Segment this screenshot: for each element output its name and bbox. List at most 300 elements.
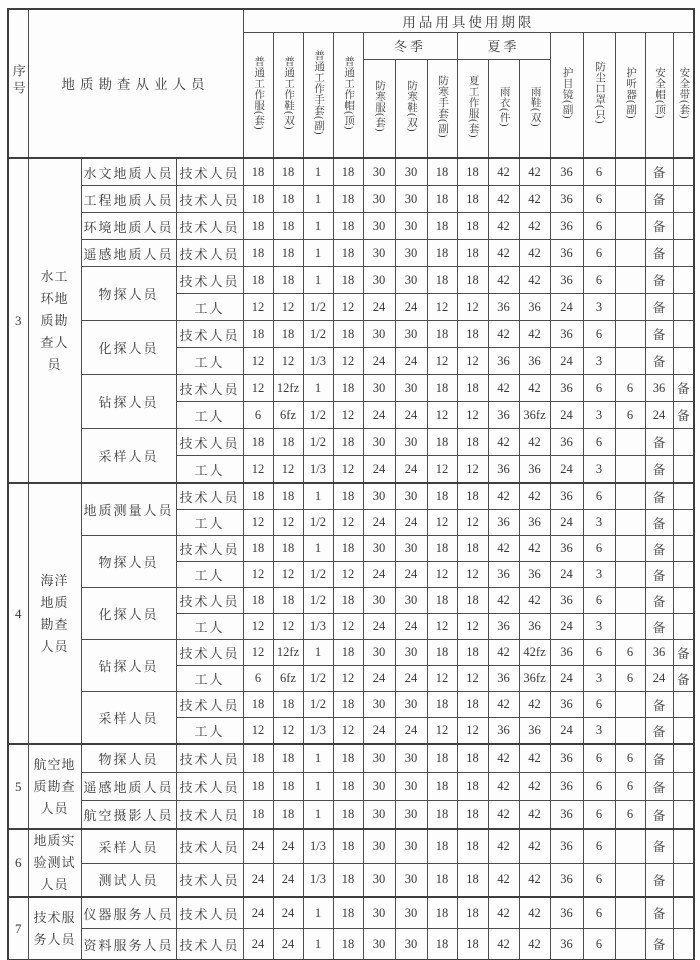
value-cell: 18: [457, 536, 488, 562]
table-row: [8, 213, 694, 240]
value-cell: 24: [550, 402, 583, 429]
value-cell: 42: [519, 929, 550, 960]
value-cell: 18: [333, 692, 363, 718]
value-cell: 36: [550, 829, 583, 863]
value-cell: 18: [333, 829, 363, 863]
value-cell: 3: [583, 456, 615, 484]
value-cell: 36: [488, 348, 519, 375]
value-cell: [673, 158, 694, 186]
value-cell: [673, 801, 694, 830]
table-row: [8, 321, 694, 348]
value-cell: 备: [645, 829, 673, 863]
role-cell: 工人: [176, 510, 243, 536]
table-row: [8, 267, 694, 294]
value-cell: 24: [395, 348, 427, 375]
value-cell: [615, 562, 645, 588]
group-line: 人员: [40, 877, 69, 892]
value-cell: [615, 429, 645, 456]
value-cell: 30: [363, 240, 395, 267]
value-cell: 36: [550, 429, 583, 456]
work-gloves-label: 普通工作手套(副): [313, 50, 325, 135]
col-header-work-gloves: [303, 33, 333, 159]
value-cell: 18: [243, 240, 273, 267]
value-cell: [615, 863, 645, 897]
value-cell: 12: [243, 640, 273, 666]
category-cell: 化探人员: [81, 588, 176, 640]
value-cell: 12fz: [273, 640, 303, 666]
value-cell: 18: [457, 429, 488, 456]
value-cell: 6fz: [273, 402, 303, 429]
value-cell: [615, 614, 645, 640]
value-cell: 18: [427, 692, 457, 718]
value-cell: 30: [395, 429, 427, 456]
value-cell: [673, 186, 694, 213]
value-cell: 24: [645, 666, 673, 692]
value-cell: 18: [243, 773, 273, 801]
value-cell: 3: [583, 718, 615, 745]
role-cell: 技术人员: [176, 267, 243, 294]
value-cell: 备: [645, 863, 673, 897]
value-cell: 18: [273, 240, 303, 267]
value-cell: 12: [457, 348, 488, 375]
value-cell: 12: [273, 348, 303, 375]
value-cell: 42: [488, 929, 519, 960]
value-cell: 30: [395, 801, 427, 830]
value-cell: 24: [243, 929, 273, 960]
value-cell: 42: [488, 429, 519, 456]
value-cell: 6: [583, 829, 615, 863]
value-cell: 30: [363, 897, 395, 929]
table-row: [8, 773, 694, 801]
value-cell: 12: [243, 348, 273, 375]
value-cell: 6: [583, 897, 615, 929]
value-cell: 18: [457, 863, 488, 897]
value-cell: 备: [673, 640, 694, 666]
serial-cell: 5: [8, 744, 28, 829]
value-cell: 6: [615, 773, 645, 801]
value-cell: 18: [457, 321, 488, 348]
value-cell: 24: [273, 897, 303, 929]
value-cell: 1/2: [303, 321, 333, 348]
group-line: 查人: [40, 334, 69, 350]
value-cell: 30: [395, 267, 427, 294]
col-header-winter-coat: [363, 60, 395, 159]
role-cell: 技术人员: [176, 692, 243, 718]
value-cell: [615, 829, 645, 863]
value-cell: 42: [519, 744, 550, 773]
value-cell: 备: [645, 186, 673, 213]
goggles-label: 护目镜(副): [561, 66, 573, 119]
value-cell: 18: [457, 692, 488, 718]
value-cell: 30: [395, 186, 427, 213]
value-cell: [673, 829, 694, 863]
value-cell: 30: [363, 321, 395, 348]
value-cell: 24: [363, 294, 395, 321]
value-cell: 36: [488, 402, 519, 429]
value-cell: 42: [519, 829, 550, 863]
value-cell: [673, 536, 694, 562]
value-cell: 12: [427, 402, 457, 429]
category-cell: 水文地质人员: [81, 158, 176, 186]
work-shoes-label: 普通工作鞋(双): [283, 55, 295, 130]
value-cell: 12: [427, 614, 457, 640]
header-usage-title: [243, 9, 694, 33]
value-cell: 6: [583, 267, 615, 294]
value-cell: 42: [488, 863, 519, 897]
value-cell: 42: [519, 692, 550, 718]
col-header-rain-boots: [519, 60, 550, 159]
table-row: [8, 536, 694, 562]
value-cell: [673, 294, 694, 321]
table-row: [8, 240, 694, 267]
role-cell: 技术人员: [176, 929, 243, 960]
value-cell: 30: [363, 829, 395, 863]
value-cell: 24: [550, 614, 583, 640]
value-cell: 18: [457, 186, 488, 213]
value-cell: 1/2: [303, 666, 333, 692]
value-cell: 18: [427, 640, 457, 666]
group-line: 员: [47, 356, 62, 372]
value-cell: [615, 294, 645, 321]
value-cell: 备: [645, 240, 673, 267]
value-cell: 12: [243, 375, 273, 402]
value-cell: 42: [488, 158, 519, 186]
value-cell: [673, 429, 694, 456]
serial-cell: 3: [8, 158, 28, 483]
value-cell: 30: [395, 536, 427, 562]
value-cell: 1: [303, 536, 333, 562]
value-cell: [673, 929, 694, 960]
category-cell: 钻探人员: [81, 375, 176, 429]
category-cell: 物探人员: [81, 267, 176, 321]
value-cell: 18: [427, 213, 457, 240]
value-cell: [673, 267, 694, 294]
value-cell: 1: [303, 267, 333, 294]
value-cell: 12: [333, 718, 363, 745]
value-cell: 36: [550, 692, 583, 718]
value-cell: 30: [363, 588, 395, 614]
value-cell: 18: [333, 429, 363, 456]
value-cell: 备: [645, 510, 673, 536]
value-cell: 36: [550, 240, 583, 267]
value-cell: 18: [243, 692, 273, 718]
value-cell: 24: [243, 897, 273, 929]
value-cell: 12: [243, 456, 273, 484]
value-cell: 36: [488, 718, 519, 745]
work-suit-label: 普通工作服(套): [253, 55, 265, 130]
value-cell: 18: [243, 744, 273, 773]
value-cell: 42: [519, 321, 550, 348]
safety-belt-label: 安全带(套): [678, 66, 690, 119]
role-cell: 技术人员: [176, 829, 243, 863]
value-cell: 18: [333, 773, 363, 801]
value-cell: 1/2: [303, 562, 333, 588]
value-cell: 30: [363, 429, 395, 456]
value-cell: 6: [583, 863, 615, 897]
value-cell: 1: [303, 213, 333, 240]
value-cell: 备: [645, 483, 673, 510]
value-cell: 12: [243, 614, 273, 640]
value-cell: [615, 158, 645, 186]
value-cell: 42: [519, 158, 550, 186]
value-cell: 6: [583, 929, 615, 960]
value-cell: 24: [363, 510, 395, 536]
col-header-work-shoes: [273, 33, 303, 159]
value-cell: 18: [243, 321, 273, 348]
value-cell: [673, 614, 694, 640]
value-cell: 42: [519, 536, 550, 562]
category-cell: 采样人员: [81, 429, 176, 484]
group-cell: [28, 897, 81, 960]
value-cell: 30: [363, 483, 395, 510]
value-cell: 24: [273, 929, 303, 960]
value-cell: 42fz: [519, 640, 550, 666]
value-cell: 12: [427, 666, 457, 692]
value-cell: 36: [550, 929, 583, 960]
value-cell: [673, 510, 694, 536]
value-cell: [615, 718, 645, 745]
category-cell: 钻探人员: [81, 640, 176, 692]
rain-boots-label: 雨鞋(双): [529, 85, 541, 127]
category-cell: 物探人员: [81, 744, 176, 773]
role-cell: 技术人员: [176, 213, 243, 240]
table-row: [8, 375, 694, 402]
value-cell: 12: [243, 562, 273, 588]
value-cell: 36: [550, 773, 583, 801]
value-cell: 30: [363, 929, 395, 960]
value-cell: 1/3: [303, 829, 333, 863]
header-winter-group: [363, 33, 457, 60]
value-cell: 30: [395, 897, 427, 929]
value-cell: 42: [519, 186, 550, 213]
value-cell: 42: [488, 588, 519, 614]
role-cell: 工人: [176, 614, 243, 640]
value-cell: 备: [645, 614, 673, 640]
value-cell: 1: [303, 801, 333, 830]
category-cell: 仪器服务人员: [81, 897, 176, 929]
group-cell: [28, 744, 81, 829]
role-cell: 技术人员: [176, 158, 243, 186]
value-cell: 18: [273, 483, 303, 510]
personnel-label: 地质勘查从业人员: [61, 77, 210, 92]
value-cell: 30: [395, 321, 427, 348]
value-cell: 1: [303, 483, 333, 510]
value-cell: 1/2: [303, 692, 333, 718]
value-cell: 24: [363, 402, 395, 429]
value-cell: 3: [583, 562, 615, 588]
role-cell: 技术人员: [176, 801, 243, 830]
value-cell: 备: [673, 666, 694, 692]
value-cell: 36fz: [519, 402, 550, 429]
value-cell: 36: [550, 267, 583, 294]
value-cell: 18: [457, 267, 488, 294]
value-cell: 18: [427, 536, 457, 562]
table-row: [8, 863, 694, 897]
role-cell: 技术人员: [176, 744, 243, 773]
value-cell: [673, 348, 694, 375]
value-cell: [615, 483, 645, 510]
value-cell: 18: [273, 692, 303, 718]
value-cell: 18: [457, 640, 488, 666]
value-cell: 6: [583, 588, 615, 614]
value-cell: 12: [457, 614, 488, 640]
value-cell: 30: [395, 588, 427, 614]
value-cell: 42: [519, 267, 550, 294]
value-cell: 36: [550, 640, 583, 666]
value-cell: 12: [333, 510, 363, 536]
category-cell: 航空摄影人员: [81, 801, 176, 830]
table-row: [8, 588, 694, 614]
value-cell: 18: [273, 744, 303, 773]
value-cell: [673, 213, 694, 240]
value-cell: [673, 692, 694, 718]
value-cell: 6: [583, 801, 615, 830]
value-cell: 12: [457, 402, 488, 429]
value-cell: 36: [488, 510, 519, 536]
value-cell: 42: [488, 483, 519, 510]
col-header-winter-shoes: [395, 60, 427, 159]
raincoat-label: 雨衣(件): [498, 85, 510, 127]
value-cell: 18: [457, 829, 488, 863]
value-cell: 18: [333, 536, 363, 562]
value-cell: 3: [583, 510, 615, 536]
value-cell: 36: [550, 744, 583, 773]
group-line: 验测试: [33, 855, 76, 870]
table-row: [8, 929, 694, 960]
value-cell: 18: [457, 375, 488, 402]
value-cell: 备: [673, 402, 694, 429]
value-cell: 36: [488, 456, 519, 484]
value-cell: 1/2: [303, 588, 333, 614]
value-cell: 30: [363, 158, 395, 186]
value-cell: [615, 536, 645, 562]
value-cell: 备: [645, 429, 673, 456]
role-cell: 技术人员: [176, 321, 243, 348]
value-cell: 18: [457, 588, 488, 614]
value-cell: 36: [645, 640, 673, 666]
value-cell: 1: [303, 375, 333, 402]
value-cell: 18: [273, 213, 303, 240]
value-cell: 6: [243, 402, 273, 429]
group-line: 务人员: [33, 931, 76, 947]
value-cell: 12: [457, 294, 488, 321]
value-cell: 18: [273, 267, 303, 294]
header-summer-group: [457, 33, 550, 60]
value-cell: 42: [519, 801, 550, 830]
value-cell: 1/3: [303, 614, 333, 640]
value-cell: 6: [583, 744, 615, 773]
value-cell: 18: [273, 773, 303, 801]
group-line: 地质实: [33, 833, 76, 848]
value-cell: 30: [395, 863, 427, 897]
value-cell: 6: [615, 640, 645, 666]
value-cell: 1: [303, 640, 333, 666]
category-cell: 遥感地质人员: [81, 773, 176, 801]
value-cell: 6: [243, 666, 273, 692]
value-cell: 36: [550, 483, 583, 510]
value-cell: 18: [427, 744, 457, 773]
value-cell: 36: [519, 718, 550, 745]
value-cell: 18: [457, 801, 488, 830]
value-cell: [673, 773, 694, 801]
safety-helmet-label: 安全帽(顶): [654, 66, 666, 119]
value-cell: 24: [363, 718, 395, 745]
value-cell: 18: [427, 929, 457, 960]
value-cell: 30: [363, 186, 395, 213]
value-cell: [615, 213, 645, 240]
role-cell: 工人: [176, 718, 243, 745]
group-line: 人员: [40, 638, 69, 654]
value-cell: 30: [363, 773, 395, 801]
value-cell: 24: [395, 614, 427, 640]
group-line: 人员: [40, 800, 69, 816]
value-cell: 42: [488, 829, 519, 863]
value-cell: 24: [550, 666, 583, 692]
ear-protector-label: 护听器(副): [625, 66, 637, 119]
value-cell: 1: [303, 186, 333, 213]
value-cell: 18: [427, 321, 457, 348]
value-cell: 12: [333, 348, 363, 375]
value-cell: 30: [395, 829, 427, 863]
value-cell: 18: [333, 744, 363, 773]
value-cell: 18: [273, 429, 303, 456]
value-cell: [615, 456, 645, 484]
value-cell: 30: [395, 483, 427, 510]
value-cell: 备: [645, 267, 673, 294]
category-cell: 采样人员: [81, 692, 176, 745]
value-cell: 18: [243, 213, 273, 240]
role-cell: 技术人员: [176, 186, 243, 213]
value-cell: [673, 863, 694, 897]
value-cell: 18: [427, 483, 457, 510]
table-row: [8, 429, 694, 456]
value-cell: 42: [519, 588, 550, 614]
value-cell: 24: [395, 666, 427, 692]
value-cell: [615, 510, 645, 536]
value-cell: 36: [519, 614, 550, 640]
table-row: [8, 186, 694, 213]
value-cell: 42: [488, 692, 519, 718]
category-cell: 化探人员: [81, 321, 176, 375]
value-cell: 36: [550, 321, 583, 348]
value-cell: 1: [303, 929, 333, 960]
role-cell: 工人: [176, 402, 243, 429]
value-cell: [673, 897, 694, 929]
value-cell: 24: [395, 456, 427, 484]
value-cell: 12: [273, 614, 303, 640]
value-cell: [615, 588, 645, 614]
value-cell: 12: [427, 510, 457, 536]
value-cell: 1: [303, 744, 333, 773]
table-row: [8, 744, 694, 773]
value-cell: 12: [457, 718, 488, 745]
serial-label: 序号: [10, 64, 26, 98]
value-cell: 42: [519, 773, 550, 801]
value-cell: 18: [243, 267, 273, 294]
serial-cell: 4: [8, 483, 28, 744]
value-cell: 36: [550, 863, 583, 897]
role-cell: 技术人员: [176, 483, 243, 510]
value-cell: 18: [427, 375, 457, 402]
value-cell: 12: [457, 456, 488, 484]
value-cell: 12: [273, 718, 303, 745]
value-cell: [673, 744, 694, 773]
value-cell: 36: [550, 158, 583, 186]
table-row: [8, 640, 694, 666]
value-cell: 18: [243, 483, 273, 510]
value-cell: 18: [273, 158, 303, 186]
header-personnel: [28, 9, 243, 158]
